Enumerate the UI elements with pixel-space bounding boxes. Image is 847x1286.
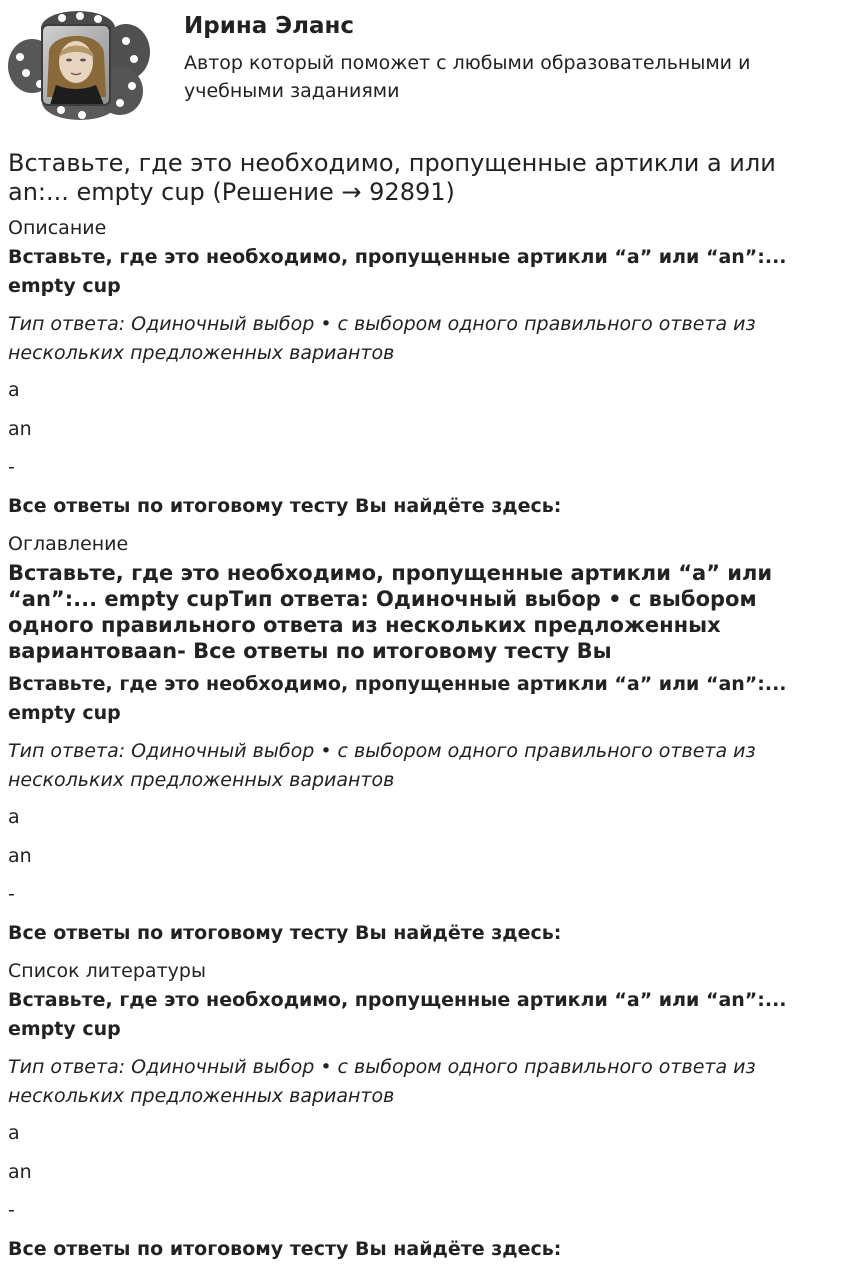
answer-option-dash: - (8, 883, 15, 905)
answer-option-an: an (8, 845, 32, 867)
answer-option-dash: - (8, 1199, 15, 1221)
answer-option-dash: - (8, 456, 15, 478)
page-title: Вставьте, где это необходимо, пропущенные артикли a или an:... empty cup (Решение → 92891) (8, 149, 776, 206)
question-title: Вставьте, где это необходимо, пропущенные артикли “a” или “an”:... empty cup (8, 989, 787, 1040)
question-title: Вставьте, где это необходимо, пропущенные артикли “a” или “an”:... empty cup (8, 673, 787, 724)
question-title: Вставьте, где это необходимо, пропущенные артикли “a” или “an”:... empty cup (8, 246, 787, 297)
description-label: Описание (8, 217, 107, 239)
answer-option-an: an (8, 418, 32, 440)
author-card (8, 7, 828, 127)
answer-option-a: a (8, 806, 20, 828)
toc-heading: Вставьте, где это необходимо, пропущенные артикли “a” или “an”:... empty cupТип ответа: Одиночный выбор • с выбором одного правильного ответа из нескольких предложенных вариантоваan- Все ответы по итоговому тесту Вы (8, 561, 773, 663)
answer-type: Тип ответа: Одиночный выбор • с выбором одного правильного ответа из нескольких предложенных вариантов (8, 740, 756, 791)
literature-label: Список литературы (8, 960, 206, 982)
answer-type: Тип ответа: Одиночный выбор • с выбором одного правильного ответа из нескольких предложенных вариантов (8, 313, 756, 364)
literature-section (8, 960, 828, 1261)
author-name: Ирина Эланс (184, 13, 355, 39)
author-avatar (8, 7, 150, 125)
answer-option-a: a (8, 379, 20, 401)
description-section (8, 217, 828, 518)
answers-note: Все ответы по итоговому тесту Вы найдёте здесь: (8, 922, 562, 944)
answer-option-an: an (8, 1161, 32, 1183)
answers-note: Все ответы по итоговому тесту Вы найдёте здесь: (8, 495, 562, 517)
author-photo (42, 25, 110, 105)
main-content (8, 149, 828, 1261)
toc-section (8, 533, 828, 945)
author-description: Автор который поможет с любыми образовательными и учебными заданиями (184, 52, 751, 102)
toc-label: Оглавление (8, 533, 129, 555)
answer-type: Тип ответа: Одиночный выбор • с выбором одного правильного ответа из нескольких предложенных вариантов (8, 1056, 756, 1107)
answers-note: Все ответы по итоговому тесту Вы найдёте здесь: (8, 1238, 562, 1260)
answer-option-a: a (8, 1122, 20, 1144)
